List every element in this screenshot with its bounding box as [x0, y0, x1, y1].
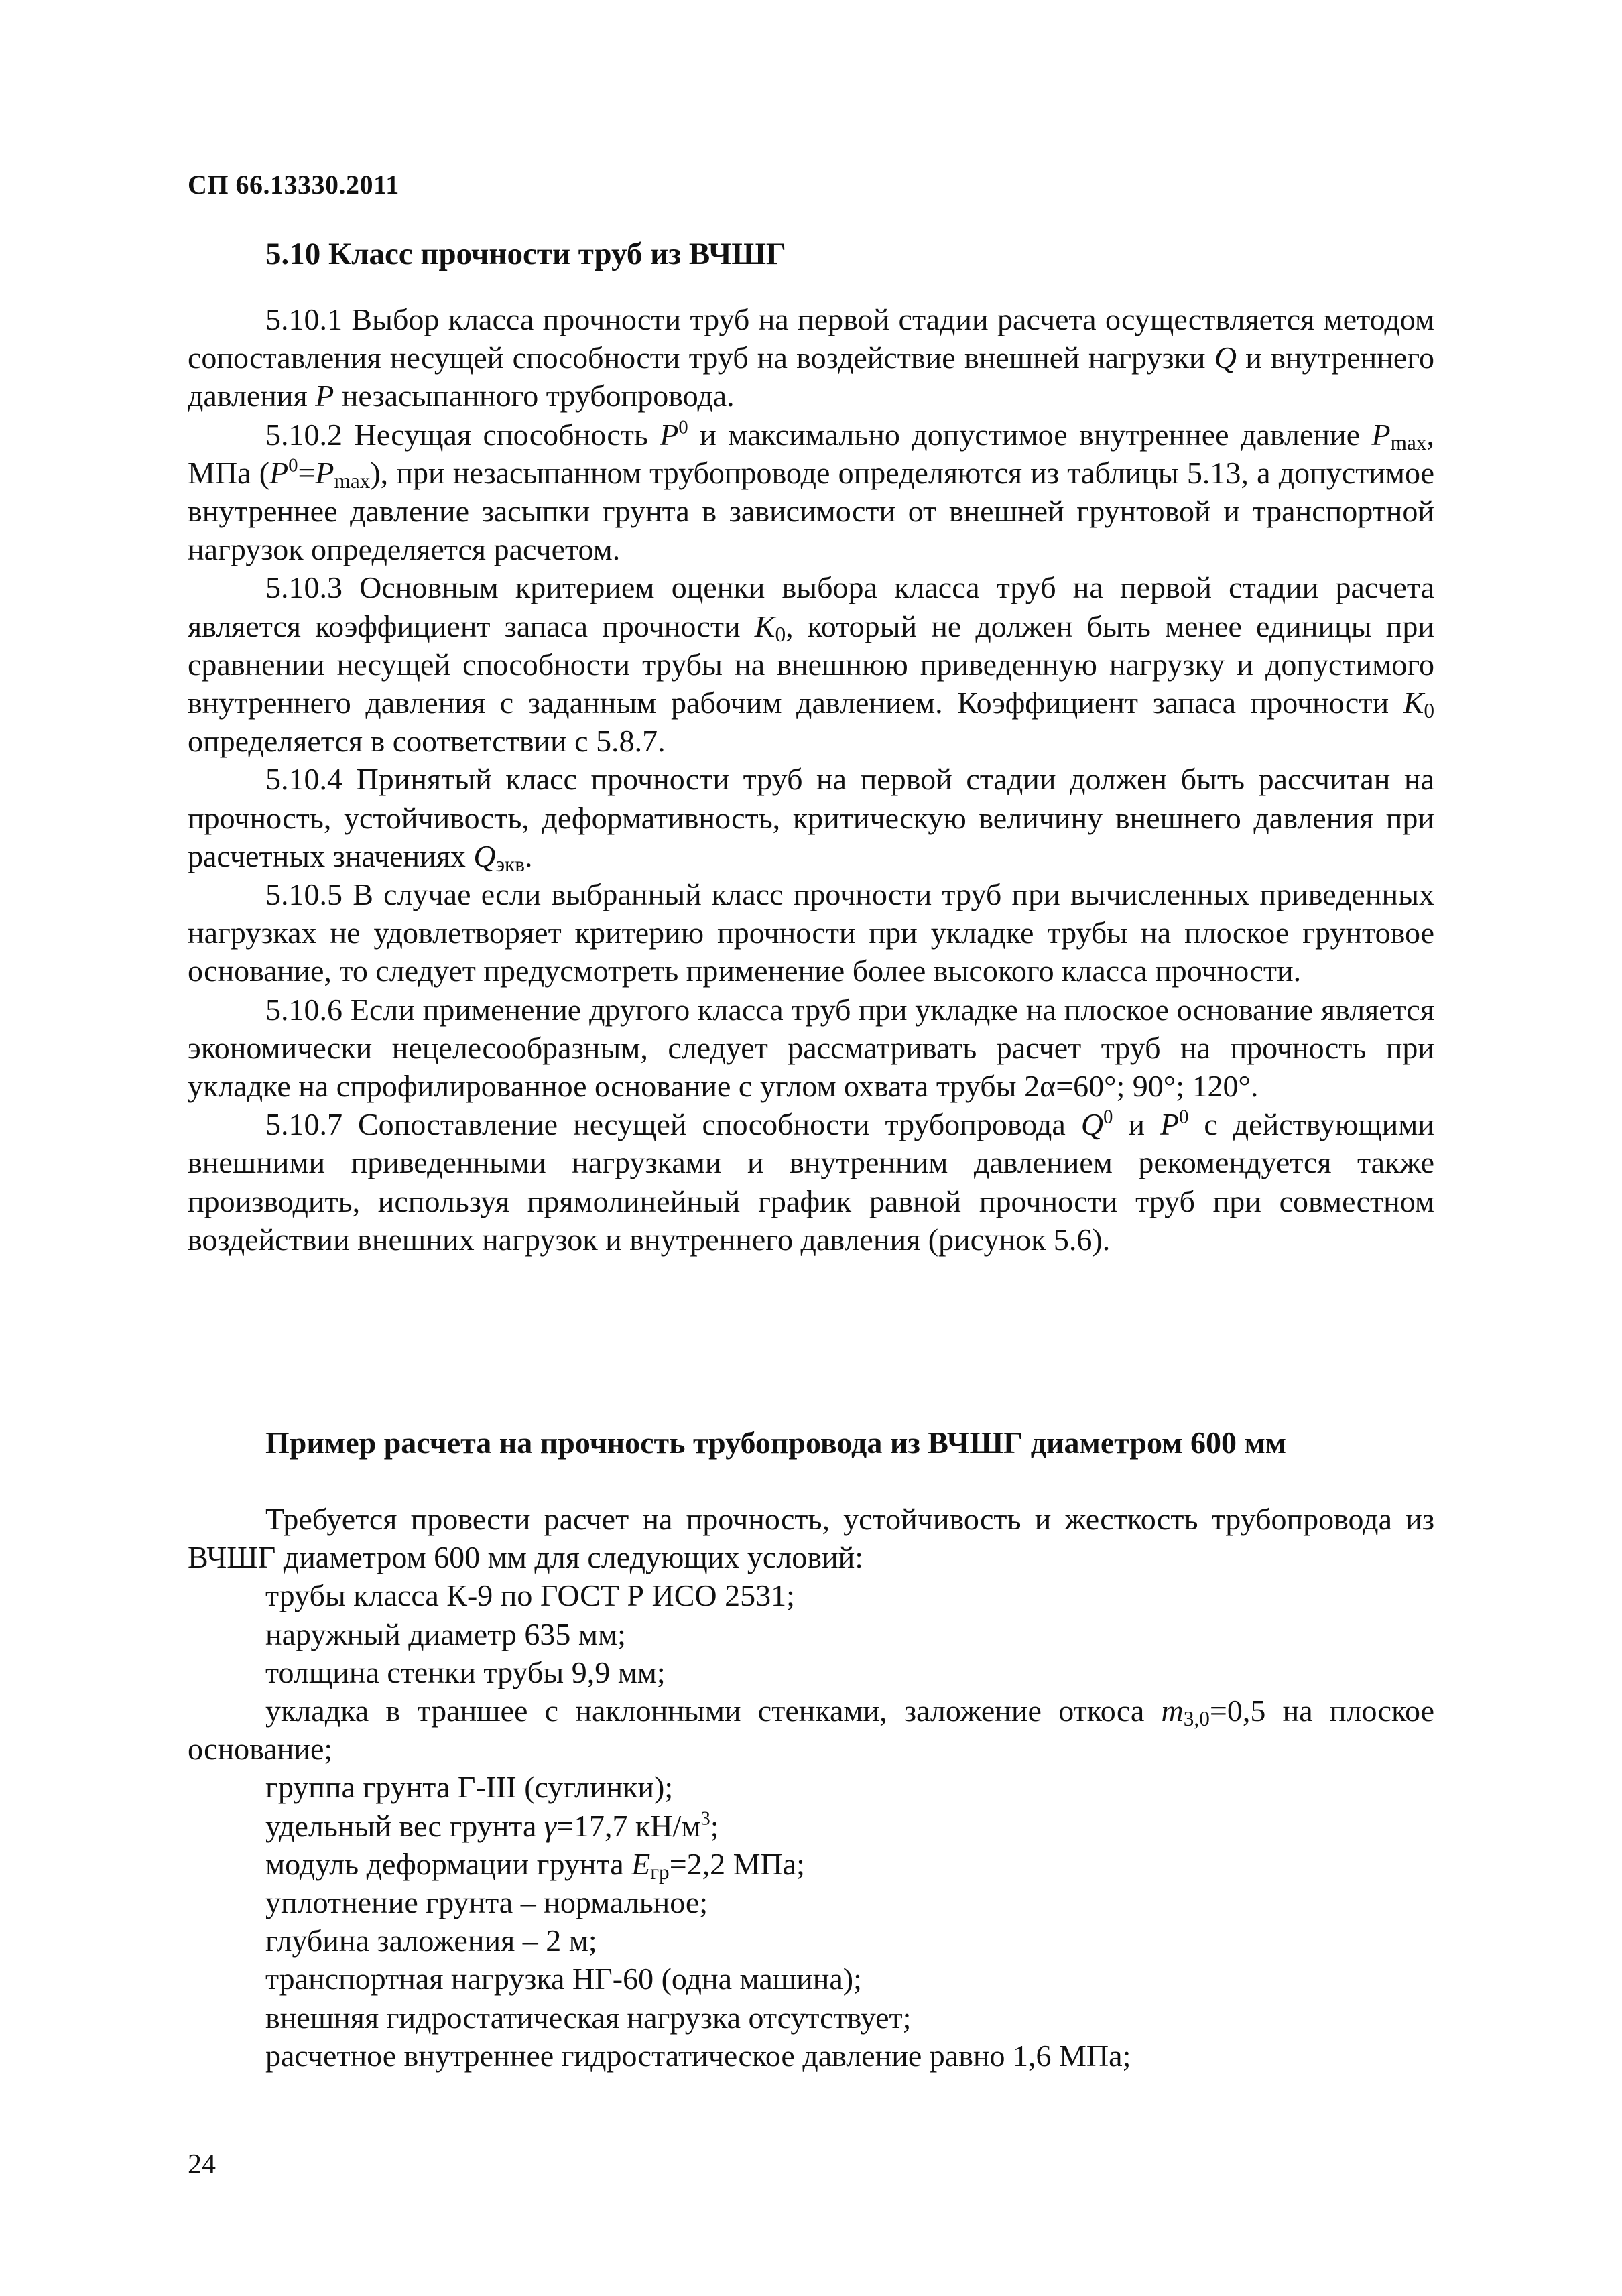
condition-item: группа грунта Г-III (суглинки);: [265, 1770, 674, 1805]
condition-item: укладка в траншее с наклонными стенками, заложение откоса $m_{3,0}=0,5$ на плоское основание;: [188, 1694, 1435, 1767]
section-body: [188, 300, 1434, 1259]
condition-item: уплотнение грунта – нормальное;: [265, 1885, 708, 1920]
paragraph-5-10-5: 5.10.5 В случае если выбранный класс прочности труб при вычисленных приведенных нагрузках не удовлетворяет критерию прочности при укладке трубы на плоское грунтовое основание, то следует предусмотреть применение более высокого класса прочности.: [188, 877, 1434, 988]
section-title: 5.10 Класс прочности труб из ВЧШГ: [265, 237, 786, 271]
example-intro: Требуется провести расчет на прочность, устойчивость и жесткость трубопровода из ВЧШГ диаметром 600 мм для следующих условий:: [188, 1502, 1434, 1575]
paragraph-5-10-6: 5.10.6 Если применение другого класса труб при укладке на плоское основание является экономически нецелесообразным, следует рассматривать расчет труб на прочность при укладке на спрофилированное основание с углом охвата трубы 2α=60°; 90°; 120°.: [188, 992, 1434, 1104]
page-number: 24: [188, 2149, 216, 2180]
paragraph-5-10-4: 5.10.4 Принятый класс прочности труб на первой стадии должен быть рассчитан на прочность, устойчивость, деформативность, критическую величину внешнего давления при расчетных значениях $Q_{экв}$.: [188, 762, 1434, 876]
condition-item: расчетное внутреннее гидростатическое давление равно 1,6 МПа;: [265, 2038, 1131, 2073]
paragraph-5-10-2: 5.10.2 Несущая способность $P^0$ и максимально допустимое внутреннее давление $P_{max}$, МПа $(P^0=P_{max})$, при незасыпанном трубопроводе определяются из таблицы 5.13, а допустимое внутреннее давление засыпки грунта в зависимости от внешней грунтовой и транспортной нагрузок определяется расчетом.: [188, 416, 1434, 567]
condition-item: модуль деформации грунта $E_{гр}=2,2$ МПа;: [265, 1846, 805, 1884]
condition-item: удельный вес грунта γ=17,7 $кН/м^3$;: [265, 1807, 719, 1843]
condition-item: глубина заложения – 2 м;: [265, 1923, 597, 1958]
example-title: Пример расчета на прочность трубопровода из ВЧШГ диаметром 600 мм: [265, 1425, 1287, 1460]
condition-item: толщина стенки трубы 9,9 мм;: [265, 1655, 666, 1689]
condition-item: трубы класса К-9 по ГОСТ Р ИСО 2531;: [265, 1578, 795, 1613]
condition-item: наружный диаметр 635 мм;: [265, 1616, 626, 1651]
condition-item: внешняя гидростатическая нагрузка отсутствует;: [265, 2000, 912, 2035]
paragraph-5-10-3: 5.10.3 Основным критерием оценки выбора класса труб на первой стадии расчета является коэффициент запаса прочности $K_0$, который не должен быть менее единицы при сравнении несущей способности трубы на внешнюю приведенную нагрузку и допустимого внутреннего давления с заданным рабочим давлением. Коэффициент запаса прочности $K_0$ определяется в соответствии с 5.8.7.: [188, 570, 1434, 759]
example-body: [188, 1500, 1434, 2075]
document-page: [188, 0, 1434, 2296]
document-code: СП 66.13330.2011: [188, 170, 399, 200]
paragraph-5-10-1: 5.10.1 Выбор класса прочности труб на первой стадии расчета осуществляется методом сопоставления несущей способности труб на воздействие внешней нагрузки Q и внутреннего давления P незасыпанного трубопровода.: [188, 302, 1434, 413]
condition-item: транспортная нагрузка НГ-60 (одна машина);: [265, 1962, 862, 1996]
paragraph-5-10-7: 5.10.7 Сопоставление несущей способности трубопровода $Q^0$ и $P^0$ с действующими внешними приведенными нагрузками и внутренним давлением рекомендуется также производить, используя прямолинейный график равной прочности труб при совместном воздействии внешних нагрузок и внутреннего давления (рисунок 5.6).: [188, 1106, 1434, 1257]
